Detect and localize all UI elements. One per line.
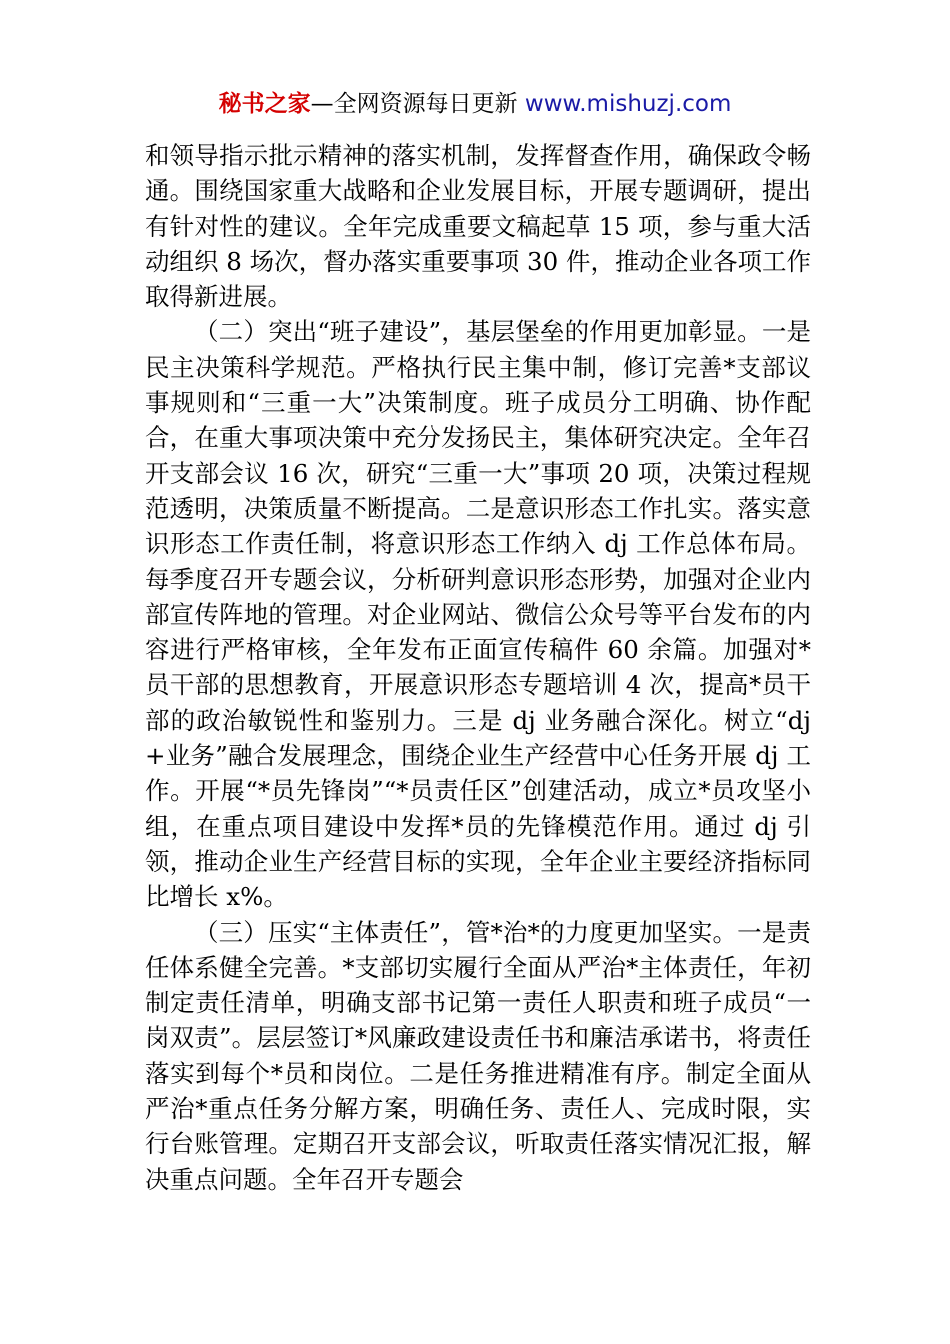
header-tagline: —全网资源每日更新	[310, 91, 525, 117]
header-brand: 秘书之家	[218, 91, 311, 117]
document-body	[145, 138, 811, 1197]
page-header	[0, 88, 950, 120]
header-url-link[interactable]: www.mishuzj.com	[524, 91, 732, 117]
paragraph-1: 和领导指示批示精神的落实机制，发挥督查作用，确保政令畅通。围绕国家重大战略和企业发展目标，开展专题调研，提出有针对性的建议。全年完成重要文稿起草 15 项，参与重大活动组织 8 场次，督办落实重要事项 30 件，推动企业各项工作取得新进展。	[145, 141, 811, 312]
paragraph-3: （三）压实“主体责任”，管*治*的力度更加坚实。一是责任体系健全完善。*支部切实履行全面从严治*主体责任，年初制定责任清单，明确支部书记第一责任人职责和班子成员“一岗双责”。层层签订*风廉政建设责任书和廉洁承诺书，将责任落实到每个*员和岗位。二是任务推进精准有序。制定全面从严治*重点任务分解方案，明确任务、责任人、完成时限，实行台账管理。定期召开支部会议，听取责任落实情况汇报，解决重点问题。全年召开专题会	[145, 917, 811, 1194]
paragraph-2: （二）突出“班子建设”，基层堡垒的作用更加彰显。一是民主决策科学规范。严格执行民主集中制，修订完善*支部议事规则和“三重一大”决策制度。班子成员分工明确、协作配合，在重大事项决策中充分发扬民主，集体研究决定。全年召开支部会议 16 次，研究“三重一大”事项 20 项，决策过程规范透明，决策质量不断提高。二是意识形态工作扎实。落实意识形态工作责任制，将意识形态工作纳入 dj 工作总体布局。每季度召开专题会议，分析研判意识形态形势，加强对企业内部宣传阵地的管理。对企业网站、微信公众号等平台发布的内容进行严格审核，全年发布正面宣传稿件 60 余篇。加强对*员干部的思想教育，开展意识形态专题培训 4 次，提高*员干部的政治敏锐性和鉴别力。三是 dj 业务融合深化。树立“dj+业务”融合发展理念，围绕企业生产经营中心任务开展 dj 工作。开展“*员先锋岗”“*员责任区”创建活动，成立*员攻坚小组，在重点项目建设中发挥*员的先锋模范作用。通过 dj 引领，推动企业生产经营目标的实现，全年企业主要经济指标同比增长 x%。	[145, 317, 811, 912]
